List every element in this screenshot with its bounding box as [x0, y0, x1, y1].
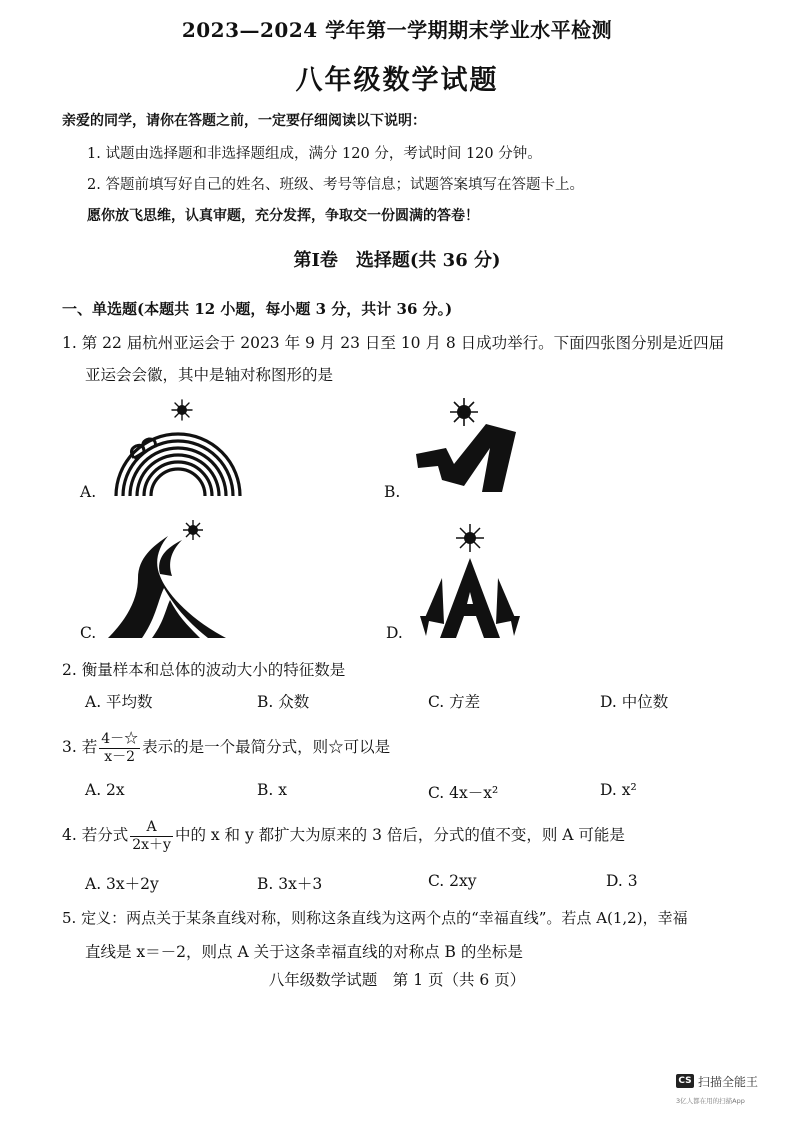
scanner-logo-icon: CS — [676, 1074, 694, 1088]
q1-label-b: B. — [384, 483, 401, 501]
q1-label-a: A. — [80, 483, 97, 501]
section-title: 第Ⅰ卷 选择题(共 36 分) — [293, 250, 501, 271]
q2-option-b: B. 众数 — [257, 693, 310, 711]
intro-note-1: 1. 试题由选择题和非选择题组成，满分 120 分，考试时间 120 分钟。 — [87, 146, 542, 162]
q3-denominator: x－2 — [104, 748, 136, 765]
page-footer: 八年级数学试题 第 1 页（共 6 页） — [268, 971, 526, 989]
q2-option-d: D. 中位数 — [600, 693, 669, 711]
emblem-b-icon — [412, 396, 522, 496]
q2-option-a: A. 平均数 — [85, 693, 153, 711]
q3-option-a: A. 2x — [85, 781, 125, 799]
q4-numerator: A — [130, 819, 173, 837]
intro-wish: 愿你放飞思维，认真审题，充分发挥，争取交一份圆满的答卷！ — [87, 208, 479, 224]
q4-suffix: 中的 x 和 y 都扩大为原来的 3 倍后，分式的值不变，则 A 可能是 — [174, 826, 625, 844]
q3-option-d: D. x² — [600, 781, 637, 799]
q1-label-d: D. — [386, 624, 403, 642]
q4-option-c: C. 2xy — [428, 872, 477, 890]
q2-stem: 2. 衡量样本和总体的波动大小的特征数是 — [62, 661, 346, 679]
q3-option-c: C. 4x－x² — [428, 784, 499, 802]
emblem-c-icon — [108, 518, 228, 640]
intro-note-2: 2. 答题前填写好自己的姓名、班级、考号等信息；试题答案填写在答题卡上。 — [87, 177, 584, 193]
q3-fraction — [99, 731, 140, 766]
q3-suffix: 表示的是一个最简分式，则☆可以是 — [142, 738, 391, 756]
q4-fraction — [130, 819, 173, 854]
q3-numerator: 4－☆ — [101, 730, 139, 747]
q2-option-c: C. 方差 — [428, 693, 481, 711]
q1-label-c: C. — [80, 624, 97, 642]
q3-option-b: B. x — [257, 781, 287, 799]
q4-option-d: D. 3 — [606, 872, 638, 890]
q5-stem-line2: 直线是 x＝－2，则点 A 关于这条幸福直线的对称点 B 的坐标是 — [85, 943, 523, 961]
q4-option-a: A. 3x＋2y — [85, 875, 159, 893]
scanner-tagline: 3亿人都在用的扫描App — [676, 1097, 745, 1105]
q1-stem-line2: 亚运会会徽，其中是轴对称图形的是 — [85, 366, 334, 384]
q5-stem-line1: 5. 定义：两点关于某条直线对称，则称这条直线为这两个点的“幸福直线”。若点 A(1,2)，幸福 — [62, 909, 688, 927]
q4-option-b: B. 3x＋3 — [257, 875, 323, 893]
q4-prefix: 4. 若分式 — [62, 826, 129, 844]
emblem-a-icon — [104, 398, 254, 498]
q3-stem — [62, 727, 390, 767]
part-title: 一、单选题(本题共 12 小题，每小题 3 分，共计 36 分。) — [62, 300, 453, 318]
q1-stem-line1: 1. 第 22 届杭州亚运会于 2023 年 9 月 23 日至 10 月 8 日成功举行。下面四张图分别是近四届 — [62, 334, 725, 352]
emblem-d-icon — [420, 520, 520, 642]
q4-denominator: 2x＋y — [132, 836, 171, 853]
q4-stem — [62, 815, 625, 855]
q3-prefix: 3. 若 — [62, 738, 98, 756]
exam-header: 2023—2024 学年第一学期期末学业水平检测 — [181, 18, 613, 42]
scanner-name: 扫描全能王 — [698, 1075, 759, 1089]
exam-title: 八年级数学试题 — [295, 65, 499, 96]
intro-greeting: 亲爱的同学，请你在答题之前，一定要仔细阅读以下说明： — [62, 113, 426, 129]
